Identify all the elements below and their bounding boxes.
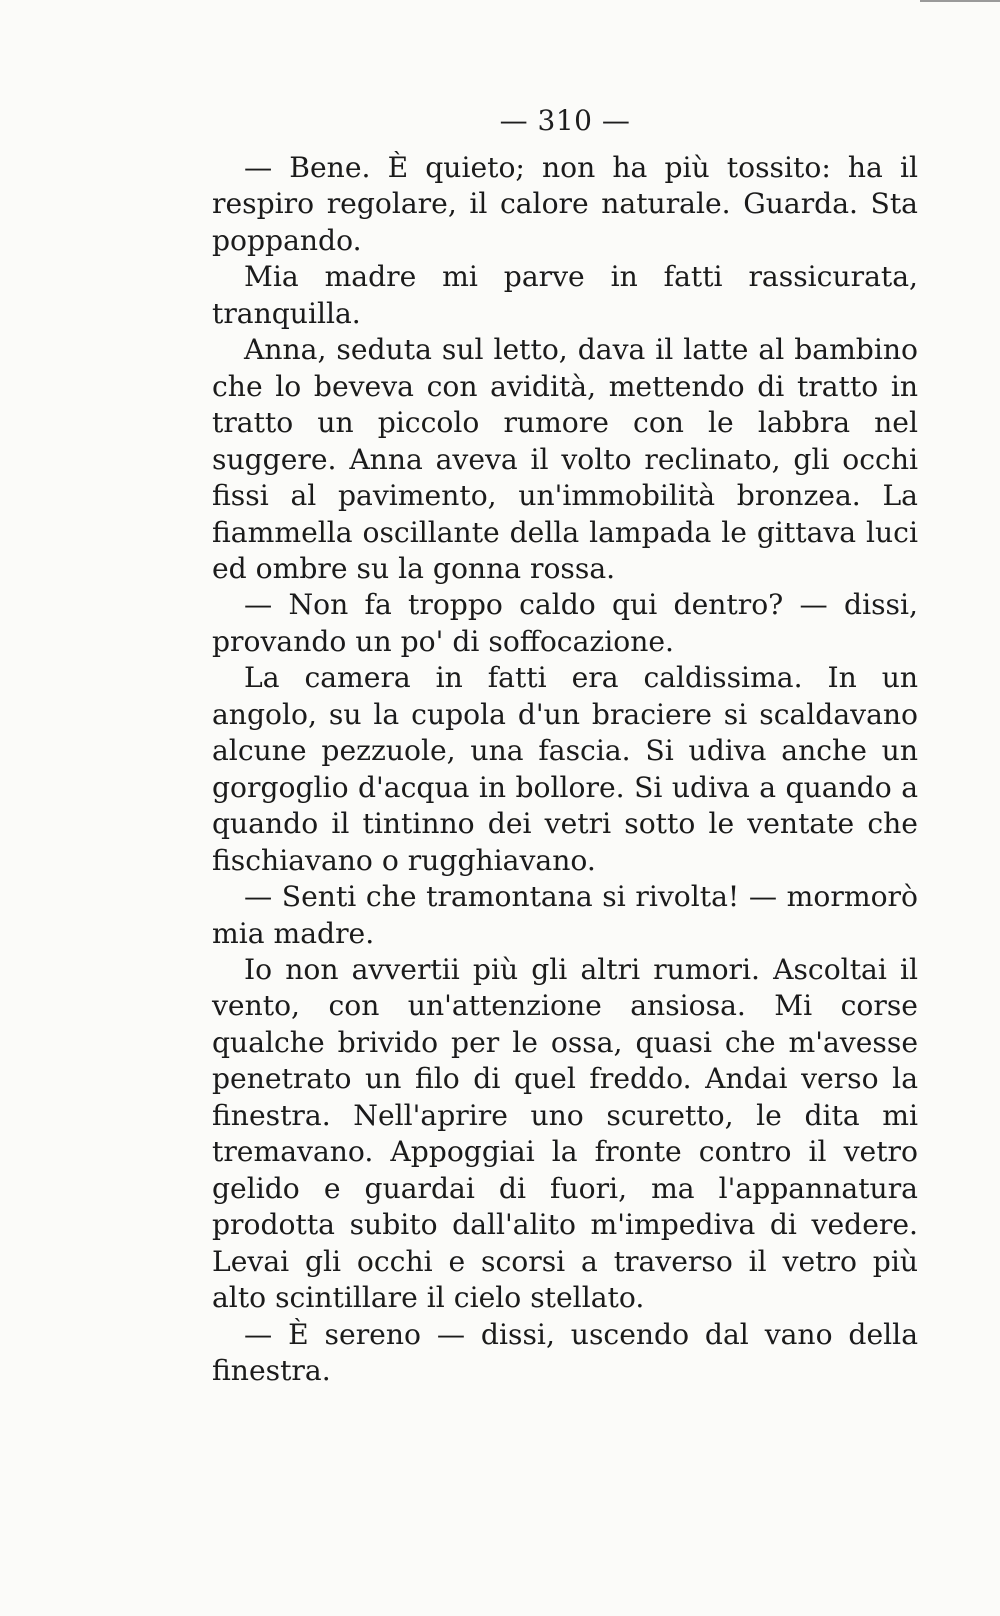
paragraph: — È sereno — dissi, uscendo dal vano della finestra. (212, 1317, 918, 1387)
paragraph: Mia madre mi parve in fatti rassicurata, tranquilla. (212, 260, 918, 330)
page-number: — 310 — (499, 104, 631, 137)
paragraph: La camera in fatti era caldissima. In un angolo, su la cupola d'un braciere si scaldavano alcune pezzuole, una fascia. Si udiva anche un gorgoglio d'acqua in bollore. Si udiva a quando a quando il tintinno dei vetri sotto le ventate che fischiavano o rugghiavano. (212, 661, 918, 877)
body-text (212, 150, 918, 1389)
paragraph: — Senti che tramontana si rivolta! — mormorò mia madre. (212, 880, 918, 950)
paragraph: Anna, seduta sul letto, dava il latte al bambino che lo beveva con avidità, mettendo di tratto in tratto un piccolo rumore con le labbra nel suggere. Anna aveva il volto reclinato, gli occhi fissi al pavimento, un'immobilità bronzea. La fiammella oscillante della lampada le gittava luci ed ombre su la gonna rossa. (212, 333, 918, 585)
paragraph: Io non avvertii più gli altri rumori. Ascoltai il vento, con un'attenzione ansiosa. Mi corse qualche brivido per le ossa, quasi che m'avesse penetrato un filo di quel freddo. Andai verso la finestra. Nell'aprire uno scuretto, le dita mi tremavano. Appoggiai la fronte contro il vetro gelido e guardai di fuori, ma l'appannatura prodotta subito dall'alito m'impediva di vedere. Levai gli occhi e scorsi a traverso il vetro più alto scintillare il cielo stellato. (212, 952, 918, 1315)
paragraph: — Non fa troppo caldo qui dentro? — dissi, provando un po' di soffocazione. (212, 588, 918, 658)
page-edge-line (920, 0, 1000, 2)
paragraph: — Bene. È quieto; non ha più tossito: ha il respiro regolare, il calore naturale. Guarda. Sta poppando. (212, 151, 918, 257)
